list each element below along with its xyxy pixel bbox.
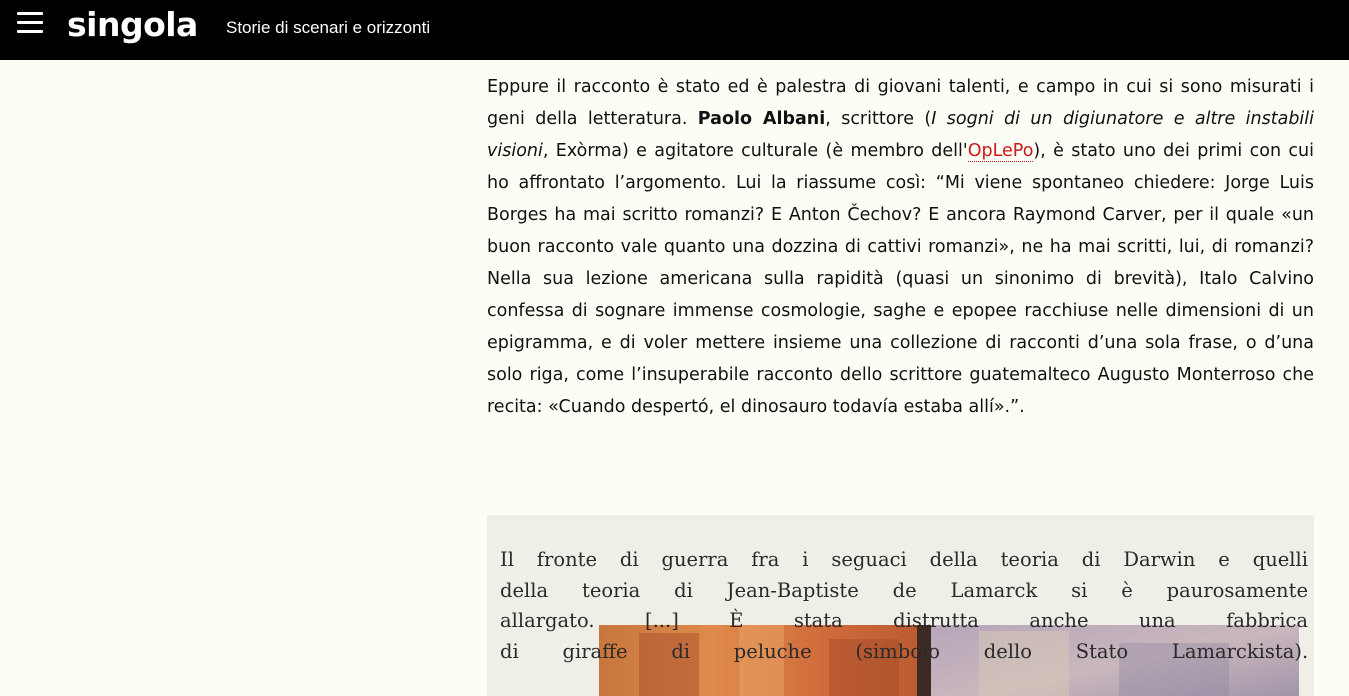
article-paragraph [487, 71, 1314, 423]
hamburger-menu-icon[interactable] [17, 12, 44, 36]
site-logo[interactable]: singola [67, 5, 198, 44]
article-body [487, 71, 1314, 423]
site-tagline: Storie di scenari e orizzonti [226, 18, 431, 37]
paragraph-text-1: Eppure il racconto è stato ed è palestra di giovani talenti, e campo in cui si sono misurati i geni della letteratura. [487, 77, 1314, 129]
figure-text-line: allargato. [...] È stata distrutta anche una fabbrica [500, 609, 1308, 632]
paragraph-text-4: ), è stato uno dei primi con cui ho affrontato l’argomento. Lui la riassume così: “Mi viene spontaneo chiedere: Jorge Luis Borges ha mai scritto romanzi? E Anton Čechov? E ancora Raymond Carver, per il quale «un buon racconto vale quanto una dozzina di cattivi romanzi», ne ha mai scritti, lui, di romanzi? Nella sua lezione americana sulla rapidità (quasi un sinonimo di brevità), Italo Calvino confessa di sognare immense cosmologie, saghe e epopee racchiuse nelle dimensioni di un epigramma, e di voler mettere insieme una collezione di racconti d’una sola frase, o d’una solo riga, come l’insuperabile racconto dello scrittore guatemalteco Augusto Monterroso che recita: «Cuando despertó, el dinosauro todavía estaba allí».”. [487, 141, 1314, 417]
author-name: Paolo Albani [697, 109, 826, 129]
oplepo-link[interactable]: OpLePo [967, 141, 1034, 161]
paragraph-text-2: , scrittore ( [825, 109, 932, 129]
figure-text-line: di giraffe di peluche (simbolo dello Stato Lamarckista). [500, 639, 1309, 663]
figure-quote-text [500, 545, 1308, 667]
figure-text-line: Il fronte di guerra fra i seguaci della teoria di Darwin e quelli [500, 548, 1308, 571]
figure-text-line: della teoria di Jean-Baptiste de Lamarck si è paurosamente [500, 578, 1308, 602]
top-navigation-bar [0, 0, 1349, 60]
paragraph-text-3: , Exòrma) e agitatore culturale (è membro dell' [542, 141, 968, 161]
book-title: I sogni di un digiunatore e altre instabili visioni [487, 109, 1315, 161]
article-figure [487, 515, 1314, 696]
